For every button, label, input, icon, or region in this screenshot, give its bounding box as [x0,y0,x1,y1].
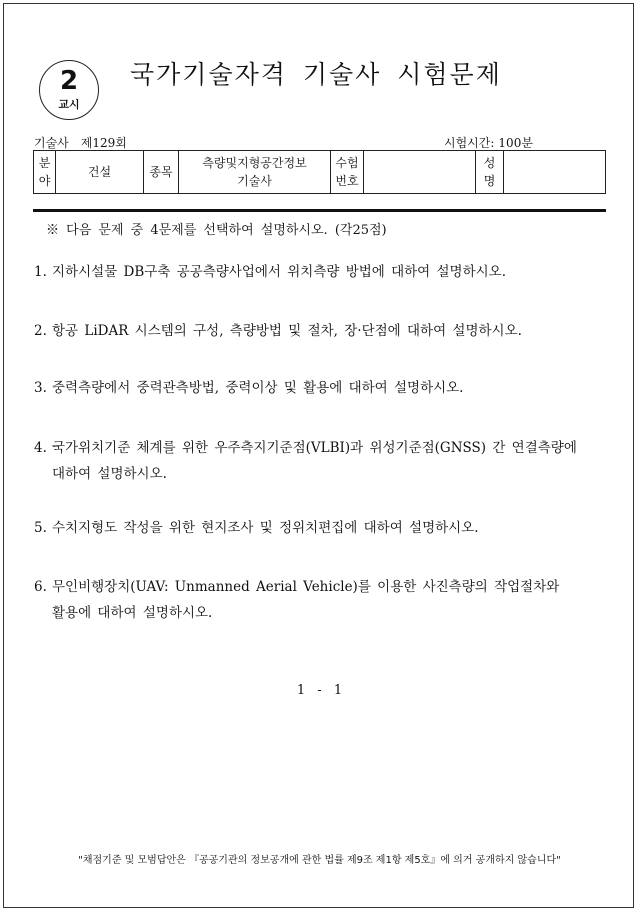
question-number: 4. [34,440,47,456]
exam-meta-left [34,134,127,151]
instruction-text: ※ 다음 문제 중 4문제를 선택하여 설명하시오. (각25점) [46,223,387,238]
exam-no-label-line1: 수험 [335,156,359,170]
exam-title: 국가기술자격 기술사 시험문제 [130,60,502,89]
question-text-line1: 수치지형도 작성을 위한 현지조사 및 정위치편집에 대하여 설명하시오. [52,520,479,536]
exam-category: 기술사 [34,136,69,150]
field-label-cell [34,151,56,194]
type-label: 종목 [144,151,179,194]
question-item [34,574,609,626]
session-number: 2 [59,66,79,96]
question-number: 3. [34,380,47,396]
session-label: 교시 [58,98,80,111]
exam-no-label-line2: 번호 [335,174,359,188]
name-label-cell [476,151,504,194]
question-text-line1: 무인비행장치(UAV: Unmanned Aerial Vehicle)를 이용한 사진측량의 작업절차와 [52,579,560,595]
question-text-line1: 지하시설물 DB구축 공공측량사업에서 위치측량 방법에 대하여 설명하시오. [52,264,507,280]
question-number: 2. [34,323,47,339]
exam-time-value: 100분 [498,136,533,150]
name-field[interactable] [504,151,606,194]
question-text-line1: 항공 LiDAR 시스템의 구성, 측량방법 및 절차, 장·단점에 대하여 설명하시오. [52,323,522,339]
question-number: 6. [34,579,47,595]
session-badge [39,60,99,120]
question-item [34,435,609,487]
type-value-line1: 측량및지형공간정보 [202,156,307,170]
question-number: 1. [34,264,47,280]
field-value: 건설 [56,151,144,194]
exam-time-label: 시험시간: [444,136,495,150]
question-text-line1: 중력측량에서 중력관측방법, 중력이상 및 활용에 대하여 설명하시오. [52,380,464,396]
question-item [34,318,609,344]
exam-no-field[interactable] [364,151,476,194]
field-label: 분야 [38,156,51,188]
type-value-cell [179,151,331,194]
type-value-line2: 기술사 [237,174,272,188]
question-number: 5. [34,520,47,536]
name-label-line2: 명 [483,174,496,188]
exam-time [444,134,533,151]
question-text-line1: 국가위치기준 체계를 위한 우주측지기준점(VLBI)과 위성기준점(GNSS) 간 연결측량에 [52,440,577,456]
exam-round: 제129회 [80,136,127,150]
exam-no-label-cell [331,151,364,194]
header-divider [33,209,606,212]
name-label-line1: 성 [483,156,496,170]
question-item [34,375,609,401]
question-item [34,515,609,541]
footer-note: "채점기준 및 모범답안은 『공공기관의 정보공개에 관한 법률 제9조 제1항 제5호』에 의거 공개하지 않습니다" [78,855,561,866]
question-item [34,259,609,285]
page-number: 1 - 1 [296,683,343,698]
exam-info-table [33,150,606,194]
question-text-line2: 대하여 설명하시오. [52,466,167,482]
question-text-line2: 활용에 대하여 설명하시오. [52,605,213,621]
